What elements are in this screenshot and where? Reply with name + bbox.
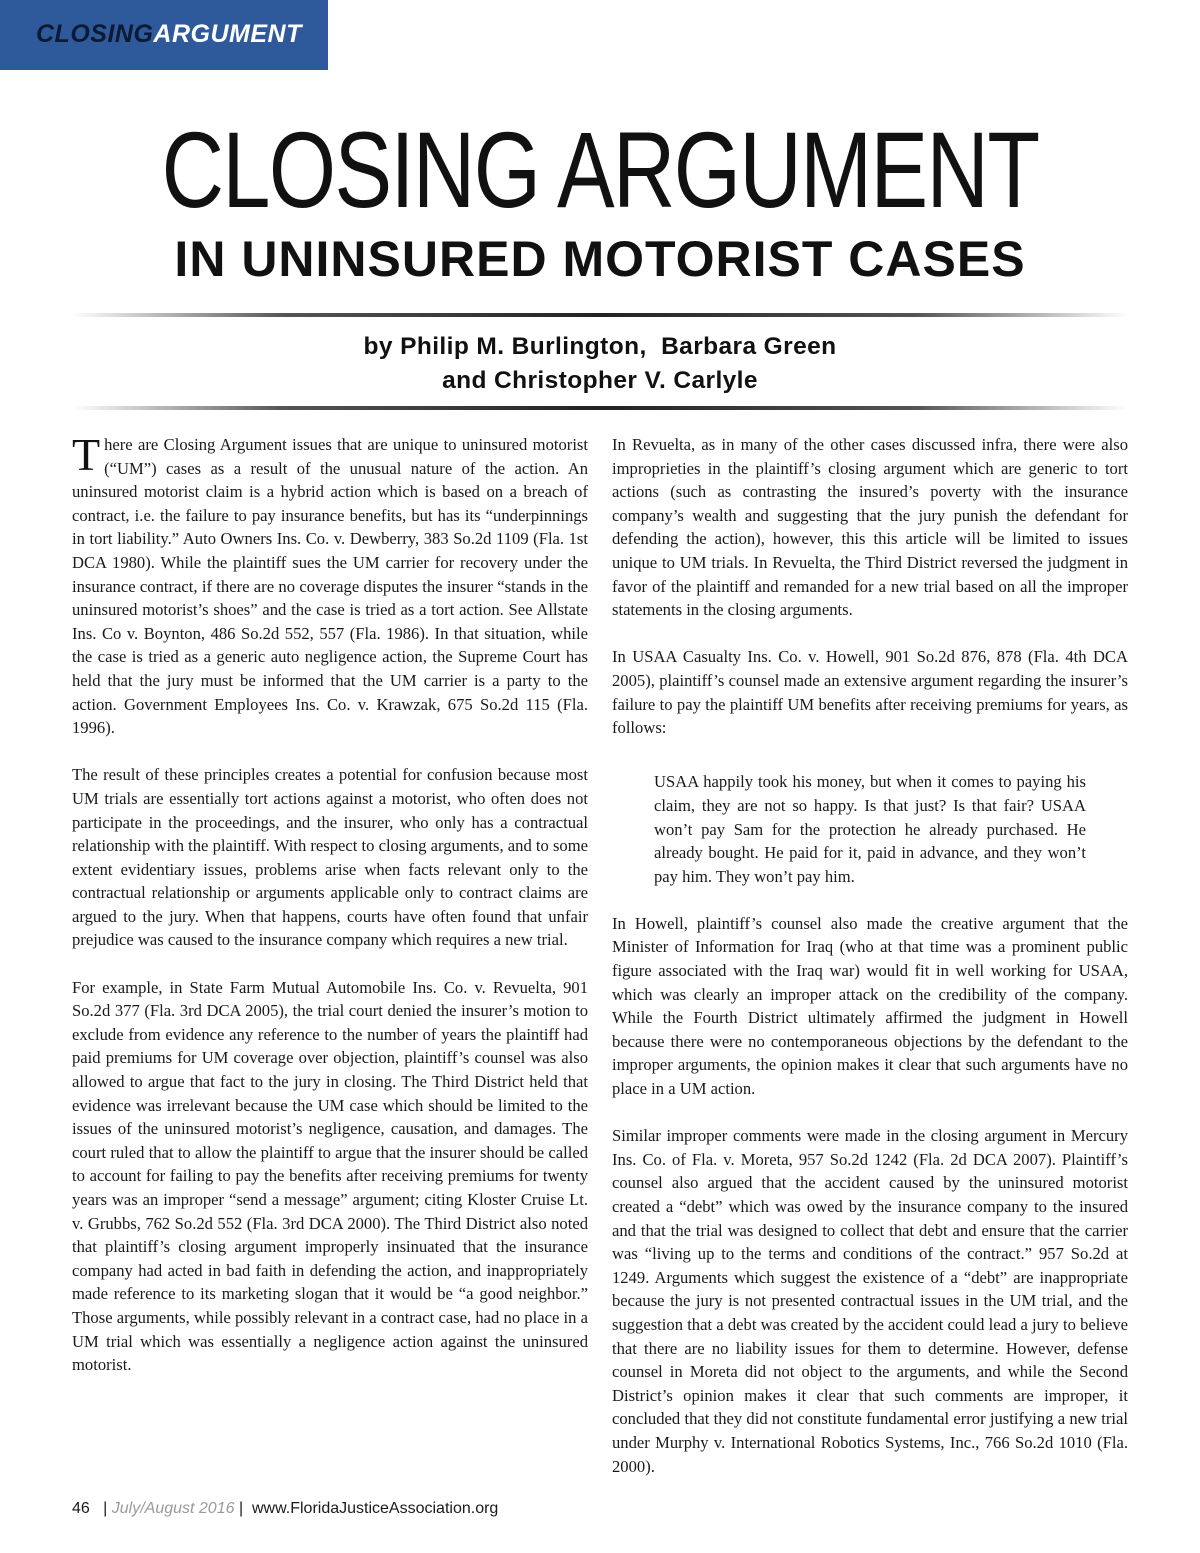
footer-separator: |	[238, 1500, 244, 1517]
article-title	[0, 109, 1200, 230]
paragraph: There are Closing Argument issues that are unique to uninsured motorist (“UM”) cases as a result of the unusual nature of the action. An uninsured motorist claim is a hybrid action which is based on a breach of contract, i.e. the failure to pay insurance benefits, but has its “underpinnings in tort liability.” Auto Owners Ins. Co. v. Dewberry, 383 So.2d 1109 (Fla. 1st DCA 1980). While the plaintiff sues the UM carrier for recovery under the insurance contract, if there are no coverage disputes the insurer “stands in the uninsured motorist’s shoes” and the case is tried as a tort action. See Allstate Ins. Co v. Boynton, 486 So.2d 552, 557 (Fla. 1986). In that situation, while the case is tried as a generic auto negligence action, the Supreme Court has held that the jury must be informed that the UM carrier is a party to the action. Government Employees Ins. Co. v. Krawzak, 675 So.2d 115 (Fla. 1996).	[72, 429, 588, 738]
issue-date: July/August 2016	[111, 1500, 235, 1517]
paragraph: For example, in State Farm Mutual Automobile Ins. Co. v. Revuelta, 901 So.2d 377 (Fla. 3rd DCA 2005), the trial court denied the insurer’s motion to exclude from evidence any reference to the number of years the plaintiff had paid premiums for UM coverage over objection, plaintiff’s counsel was also allowed to argue that fact to the jury in closing. The Third District held that evidence was irrelevant because the UM case which should be limited to the issues of the uninsured motorist’s negligence, causation, and damages. The court ruled that to allow the plaintiff to argue that the insurer should be called to account for failing to pay the benefits after receiving premiums for twenty years was an improper “send a message” argument; citing Kloster Cruise Lt. v. Grubbs, 762 So.2d 552 (Fla. 3rd DCA 2000). The Third District also noted that plaintiff’s closing argument improperly insinuated that the insurance company had acted in bad faith in defending the action, and inappropriately made reference to its marketing slogan that it would be “a good neighbor.” Those arguments, while possibly relevant in a contract case, had no place in a UM trial which was essentially a negligence action against the uninsured motorist.	[72, 977, 588, 1375]
paragraph: In Howell, plaintiff’s counsel also made the creative argument that the Minister of Information for Iraq (who at that time was a prominent public figure associated with the Iraq war) would fit in well working for USAA, which was clearly an improper attack on the credibility of the company. While the Fourth District ultimately affirmed the judgment in Howell because there were no contemporaneous objections by the defendant to the improper arguments, the opinion makes it clear that such arguments have no place in a UM action.	[612, 913, 1128, 1099]
byline-divider	[72, 406, 1128, 410]
byline	[0, 330, 1200, 398]
paragraph: The result of these principles creates a potential for confusion because most UM trials are essentially tort actions against a motorist, who often does not participate in the proceedings, and the insurer, who only has a contractual relationship with the plaintiff. With respect to closing arguments, and to some extent evidentiary issues, problems arise when facts relevant only to the contractual relationship or arguments applicable only to contract claims are argued to the jury. When that happens, courts have often found that unfair prejudice was caused to the insurance company which requires a new trial.	[72, 765, 588, 950]
section-tab-part1: CLOSING	[36, 20, 154, 48]
right-column	[612, 433, 1128, 1502]
paragraph: In Revuelta, as in many of the other cases discussed infra, there were also improprieties in the plaintiff’s closing argument which are generic to tort actions (such as contrasting the insured’s poverty with the insurance company’s wealth and suggesting that the jury punish the defendant for defending the action), however, this this article will be limited to issues unique to UM trials. In Revuelta, the Third District reversed the judgment in favor of the plaintiff and remanded for a new trial based on all the improper statements in the closing arguments.	[612, 435, 1128, 620]
page-footer	[72, 1499, 498, 1519]
website-link[interactable]: www.FloridaJusticeAssociation.org	[252, 1500, 499, 1517]
section-tab-part2: ARGUMENT	[153, 20, 302, 48]
title-divider	[72, 313, 1128, 317]
block-quote: USAA happily took his money, but when it comes to paying his claim, they are not so happy. Is that just? Is that fair? USAA won’t pay Sam for the protection he already purchased. He already bought. He paid for it, paid in advance, and they won’t pay him. They won’t pay him.	[654, 772, 1086, 886]
paragraph: Similar improper comments were made in the closing argument in Mercury Ins. Co. of Fla. v. Moreta, 957 So.2d 1242 (Fla. 2d DCA 2007). Plaintiff’s counsel also argued that the accident caused by the uninsured motorist created a “debt” which was owed by the insurance company to the insured and that the trial was designed to collect that debt and ensure that the carrier was “living up to the terms and conditions of the contract.” 957 So.2d at 1249. Arguments which suggest the existence of a “debt” are inappropriate because the jury is not presented contractual issues in the UM trial, and the suggestion that a debt was created by the accident could lead a jury to believe that there are no liability issues for them to determine. However, defense counsel in Moreta did not object to the arguments, and while the Second District’s opinion makes it clear that such comments are improper, it concluded that they did not constitute fundamental error justifying a new trial under Murphy v. International Robotics Systems, Inc., 766 So.2d 1010 (Fla. 2000).	[612, 1126, 1128, 1476]
article-subtitle: IN UNINSURED MOTORIST CASES	[174, 231, 1026, 287]
left-column	[72, 429, 588, 1400]
article-title-text: CLOSING ARGUMENT	[161, 109, 1039, 230]
footer-separator: |	[103, 1500, 108, 1517]
byline-line-2: and Christopher V. Carlyle	[442, 367, 758, 394]
byline-line-1: by Philip M. Burlington, Barbara Green	[363, 333, 837, 360]
paragraph: In USAA Casualty Ins. Co. v. Howell, 901 So.2d 876, 878 (Fla. 4th DCA 2005), plaintiff’s counsel made an extensive argument regarding the insurer’s failure to pay the plaintiff UM benefits after receiving premiums for years, as follows:	[612, 647, 1128, 738]
section-tab	[0, 0, 328, 70]
page-number: 46	[72, 1500, 90, 1517]
